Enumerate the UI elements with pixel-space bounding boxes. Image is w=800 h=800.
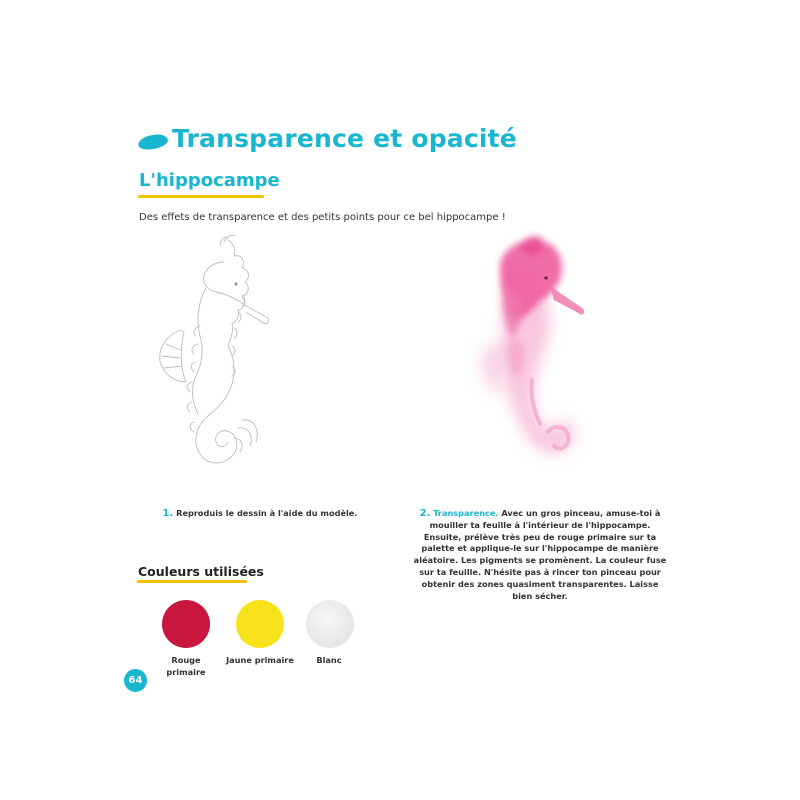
page-title: Transparence et opacité: [172, 124, 517, 153]
swatch-label-jaune: Jaune primaire: [226, 655, 294, 665]
swatch-blanc: [306, 600, 354, 648]
seahorse-sketch-illustration: [150, 232, 280, 492]
step-2-label: Transparence.: [433, 508, 499, 518]
step-2-number: 2.: [419, 508, 431, 519]
swatch-label-blanc: Blanc: [316, 655, 342, 665]
page-number-badge: 64: [124, 669, 147, 692]
step-1-number: 1.: [162, 508, 174, 519]
step-1-text: [150, 508, 370, 520]
intro-text: Des effets de transparence et des petits points pour ce bel hippocampe !: [139, 212, 506, 223]
swatch-jaune-primaire: [236, 600, 284, 648]
brush-stroke-icon: [137, 133, 169, 151]
colors-heading: Couleurs utilisées: [138, 564, 264, 579]
swatch-rouge-primaire: [162, 600, 210, 648]
colors-underline: [137, 580, 247, 583]
step-2-instruction: Avec un gros pinceau, amuse-toi à mouiller ta feuille à l'intérieur de l'hippocampe. Ensuite, prélève très peu de rouge primaire sur ta palette et applique-le sur l'hippocampe de manière aléatoire. Les pigments se promènent. La couleur fuse sur ta feuille. N'hésite pas à rincer ton pinceau pour obtenir des zones quasiment transparentes. Laisse bien sécher.: [413, 508, 667, 601]
step-1-instruction: Reproduis le dessin à l'aide du modèle.: [176, 508, 358, 518]
section-subtitle: L'hippocampe: [139, 170, 280, 191]
subtitle-underline: [138, 195, 264, 198]
seahorse-watercolor-illustration: [470, 228, 620, 488]
swatch-label-rouge: Rouge primaire: [166, 655, 206, 677]
step-2-text: [412, 508, 668, 602]
